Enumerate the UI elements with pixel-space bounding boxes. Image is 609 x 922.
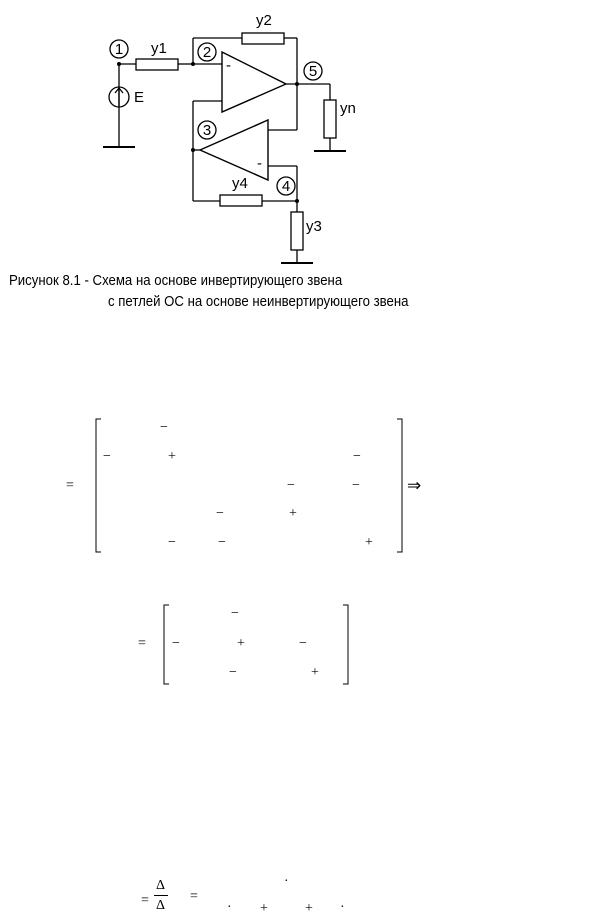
formula-equals-1: = [141,893,149,908]
amp-lower-minus-sign: - [257,155,262,172]
formula-delta-bottom: Δ [156,898,166,913]
matrix1-sign: − [218,535,226,550]
matrix1-arrow: ⇒ [407,476,422,495]
matrix2-sign: − [229,665,237,680]
matrix2-sign: − [172,636,180,651]
matrix1-sign: + [365,535,373,550]
label-y2: y2 [256,12,272,29]
node-label-1: 1 [114,41,124,58]
node-label-2: 2 [202,44,212,61]
matrix2-sign: + [237,636,245,651]
formula-plus-2: + [305,901,313,916]
matrix1-sign: − [103,449,111,464]
matrix2-sign: − [231,606,239,621]
label-y3: y3 [306,218,322,235]
node-label-5: 5 [308,63,318,80]
formula-fraction-bar [154,895,168,896]
matrix1-equals: = [66,478,74,493]
matrix1-sign: + [168,449,176,464]
label-y1: y1 [151,40,167,57]
node-label-4: 4 [281,178,291,195]
matrix1-sign: − [287,478,295,493]
formula-equals-2: = [190,889,198,904]
matrix1-sign: − [168,535,176,550]
matrix1-sign: − [353,449,361,464]
formula-dot-top: · [284,874,289,889]
matrix2-equals: = [138,636,146,651]
formula-dot-1: · [227,900,232,915]
figure-caption-line1: Рисунок 8.1 - Схема на основе инвертирующего звена [9,272,343,289]
label-source-e: E [134,89,145,106]
matrix2-sign: − [299,636,307,651]
amp-upper-minus-sign: - [226,57,231,74]
matrix1-sign: − [352,478,360,493]
matrix2-sign: + [311,665,319,680]
node-label-3: 3 [202,122,212,139]
formula-dot-2: · [340,900,345,915]
formula-plus-1: + [260,901,268,916]
formula-delta-top: Δ [156,878,166,893]
figure-caption-line2: с петлей ОС на основе неинвертирующего звена [108,293,409,310]
label-yn: yn [340,100,356,117]
matrix1-sign: − [216,506,224,521]
label-y4: y4 [232,175,248,192]
matrix1-sign: + [289,506,297,521]
matrix1-sign: − [160,420,168,435]
